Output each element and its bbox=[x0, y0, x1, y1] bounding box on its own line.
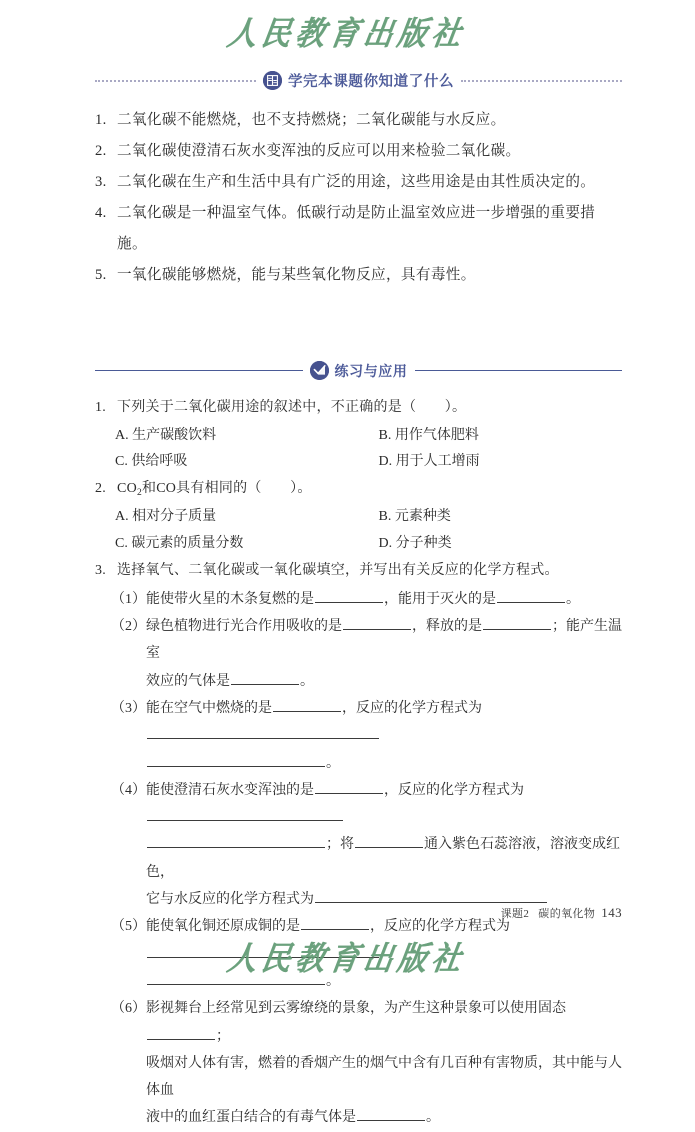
section-spacer bbox=[95, 291, 622, 361]
option-d[interactable]: D. 用于人工增雨 bbox=[378, 454, 480, 470]
option-a[interactable]: A. 生产碳酸饮料 bbox=[115, 427, 217, 443]
page-footer bbox=[501, 905, 622, 921]
subquestion-4 bbox=[95, 777, 622, 913]
question-stem bbox=[117, 476, 622, 503]
answer-blank[interactable] bbox=[483, 616, 551, 630]
list-item-number: 4. bbox=[95, 204, 107, 221]
subquestion-body bbox=[146, 777, 622, 913]
list-item bbox=[95, 198, 622, 260]
list-item bbox=[95, 260, 622, 291]
sub2-line2-pre: 效应的气体是 bbox=[146, 673, 230, 689]
subquestion-6 bbox=[95, 995, 622, 1131]
subquestion-label: （5） bbox=[111, 919, 146, 935]
sub4-line2-post: 通入紫色石蕊溶液，溶液变成红色， bbox=[146, 837, 620, 880]
list-item bbox=[95, 136, 622, 167]
subquestion-3 bbox=[95, 695, 622, 777]
question-stem: 选择氧气、二氧化碳或一氧化碳填空，并写出有关反应的化学方程式。 bbox=[117, 562, 559, 578]
sub6-line2: 吸烟对人体有害，燃着的香烟产生的烟气中含有几百种有害物质，其中能与人体血 bbox=[146, 1055, 622, 1099]
answer-blank[interactable] bbox=[301, 916, 369, 930]
answer-blank[interactable] bbox=[315, 588, 383, 602]
list-item bbox=[95, 105, 622, 136]
formula-subscript: 2 bbox=[136, 488, 142, 499]
subquestion-body bbox=[146, 586, 622, 613]
list-item-number: 2. bbox=[95, 142, 107, 159]
sub1-part3: 。 bbox=[566, 591, 580, 607]
answer-blank[interactable] bbox=[343, 616, 411, 630]
question-1 bbox=[95, 395, 622, 477]
footer-lesson: 课题2 bbox=[500, 908, 530, 920]
sub6-part1: 影视舞台上经常见到云雾缭绕的景象，为产生这种景象可以使用固态 bbox=[146, 1001, 566, 1017]
subquestion-body bbox=[146, 613, 622, 695]
exercise-header-mid bbox=[303, 361, 415, 381]
sub5-line2-post: 。 bbox=[326, 973, 340, 989]
subquestion-2 bbox=[95, 613, 622, 695]
sub4-part2: ，反应的化学方程式为 bbox=[384, 782, 524, 798]
sub4-part1: 能使澄清石灰水变浑浊的是 bbox=[146, 782, 314, 798]
answer-blank[interactable] bbox=[315, 889, 547, 903]
answer-blank[interactable] bbox=[497, 588, 565, 602]
subquestion-label: （1） bbox=[111, 591, 146, 607]
answer-blank[interactable] bbox=[273, 698, 341, 712]
sub1-part2: ，能用于灭火的是 bbox=[384, 591, 496, 607]
option-c[interactable]: C. 碳元素的质量分数 bbox=[115, 536, 244, 551]
section-header-exercises bbox=[95, 361, 622, 381]
subquestion-label: （6） bbox=[111, 1001, 146, 1017]
subquestion-1 bbox=[95, 586, 622, 613]
answer-blank[interactable] bbox=[357, 1107, 425, 1121]
answer-blank[interactable] bbox=[147, 807, 343, 821]
check-badge-icon bbox=[310, 361, 329, 380]
sub2-line2-post: 。 bbox=[300, 673, 314, 689]
sub6-line3-post: 。 bbox=[426, 1110, 440, 1126]
list-item-number: 5. bbox=[95, 266, 107, 283]
question-stem-row bbox=[95, 476, 622, 503]
section-header-mid bbox=[256, 70, 461, 91]
list-item-text: 二氧化碳是一种温室气体。低碳行动是防止温室效应进一步增强的重要措施。 bbox=[117, 204, 596, 252]
question-stem-row bbox=[95, 395, 622, 422]
question-stem: 下列关于二氧化碳用途的叙述中，不正确的是（ ）。 bbox=[117, 399, 467, 415]
option-c[interactable]: C. 供给呼吸 bbox=[115, 454, 188, 470]
answer-blank[interactable] bbox=[315, 780, 383, 794]
question-number: 3. bbox=[95, 562, 106, 578]
dotted-rule-left bbox=[95, 80, 256, 82]
question-stem-row bbox=[95, 558, 622, 585]
dotted-rule-right bbox=[461, 80, 622, 82]
list-item-text: 一氧化碳能够燃烧，能与某些氧化物反应，具有毒性。 bbox=[117, 266, 476, 283]
question-1-options bbox=[95, 423, 622, 477]
footer-chapter: 碳的氧化物 bbox=[538, 908, 596, 920]
subquestion-body bbox=[146, 995, 622, 1131]
section-title-summary: 学完本课题你知道了什么 bbox=[287, 74, 455, 90]
formula-co2-pre: CO bbox=[117, 481, 137, 497]
question-stem-post: 和CO具有相同的（ ）。 bbox=[141, 481, 312, 497]
summary-list bbox=[95, 105, 622, 291]
solid-rule-left bbox=[95, 370, 303, 371]
sub6-part2: ； bbox=[216, 1028, 230, 1044]
question-2 bbox=[95, 476, 622, 558]
sub3-part2: ，反应的化学方程式为 bbox=[342, 700, 482, 716]
sub6-line3-pre: 液中的血红蛋白结合的有毒气体是 bbox=[146, 1110, 356, 1126]
publisher-logo-bottom bbox=[0, 935, 695, 977]
list-item-number: 3. bbox=[95, 173, 107, 190]
question-number: 1. bbox=[95, 399, 106, 415]
subquestion-label: （2） bbox=[111, 619, 146, 635]
question-3 bbox=[95, 558, 622, 1132]
subquestion-body bbox=[146, 695, 622, 777]
sub5-part1: 能使氧化铜还原成铜的是 bbox=[146, 919, 300, 935]
option-b[interactable]: B. 元素种类 bbox=[378, 509, 451, 525]
book-badge-icon bbox=[263, 71, 282, 90]
answer-blank[interactable] bbox=[147, 834, 325, 848]
option-b[interactable]: B. 用作气体肥料 bbox=[378, 427, 479, 443]
sub3-part1: 能在空气中燃烧的是 bbox=[146, 700, 272, 716]
section-header-summary bbox=[95, 70, 622, 91]
publisher-logo-top bbox=[0, 0, 695, 54]
answer-blank[interactable] bbox=[147, 1025, 215, 1039]
answer-blank[interactable] bbox=[147, 725, 379, 739]
publisher-logo-text: 人民教育出版社 bbox=[225, 940, 469, 977]
question-2-options bbox=[95, 504, 622, 558]
option-d[interactable]: D. 分子种类 bbox=[378, 536, 452, 551]
section-title-exercises: 练习与应用 bbox=[334, 362, 408, 379]
subquestion-label: （3） bbox=[111, 700, 146, 716]
exercise-list bbox=[95, 395, 622, 1132]
sub4-line3-pre: 它与水反应的化学方程式为 bbox=[146, 892, 314, 908]
sub2-part2: ，释放的是 bbox=[412, 619, 482, 635]
question-number: 2. bbox=[95, 481, 106, 497]
option-a[interactable]: A. 相对分子质量 bbox=[115, 509, 217, 525]
answer-blank[interactable] bbox=[355, 834, 423, 848]
answer-blank[interactable] bbox=[231, 670, 299, 684]
list-item bbox=[95, 167, 622, 198]
sub3-line2-post: 。 bbox=[326, 755, 340, 771]
list-item-text: 二氧化碳在生产和生活中具有广泛的用途，这些用途是由其性质决定的。 bbox=[117, 173, 596, 190]
subquestion-label: （4） bbox=[111, 782, 146, 798]
answer-blank[interactable] bbox=[147, 752, 325, 766]
sub2-part3: ；能产生温室 bbox=[146, 619, 622, 662]
sub5-part2: ，反应的化学方程式为 bbox=[370, 919, 510, 935]
list-item-text: 二氧化碳使澄清石灰水变浑浊的反应可以用来检验二氧化碳。 bbox=[117, 142, 521, 159]
sub4-line2-mid: ；将 bbox=[326, 837, 354, 853]
publisher-logo-text: 人民教育出版社 bbox=[225, 15, 469, 52]
sub1-part1: 能使带火星的木条复燃的是 bbox=[146, 591, 314, 607]
sub2-part1: 绿色植物进行光合作用吸收的是 bbox=[146, 619, 342, 635]
list-item-text: 二氧化碳不能燃烧，也不支持燃烧；二氧化碳能与水反应。 bbox=[117, 112, 506, 128]
list-item-number: 1. bbox=[95, 112, 107, 128]
footer-page-number: 143 bbox=[601, 905, 622, 920]
solid-rule-right bbox=[415, 370, 623, 371]
